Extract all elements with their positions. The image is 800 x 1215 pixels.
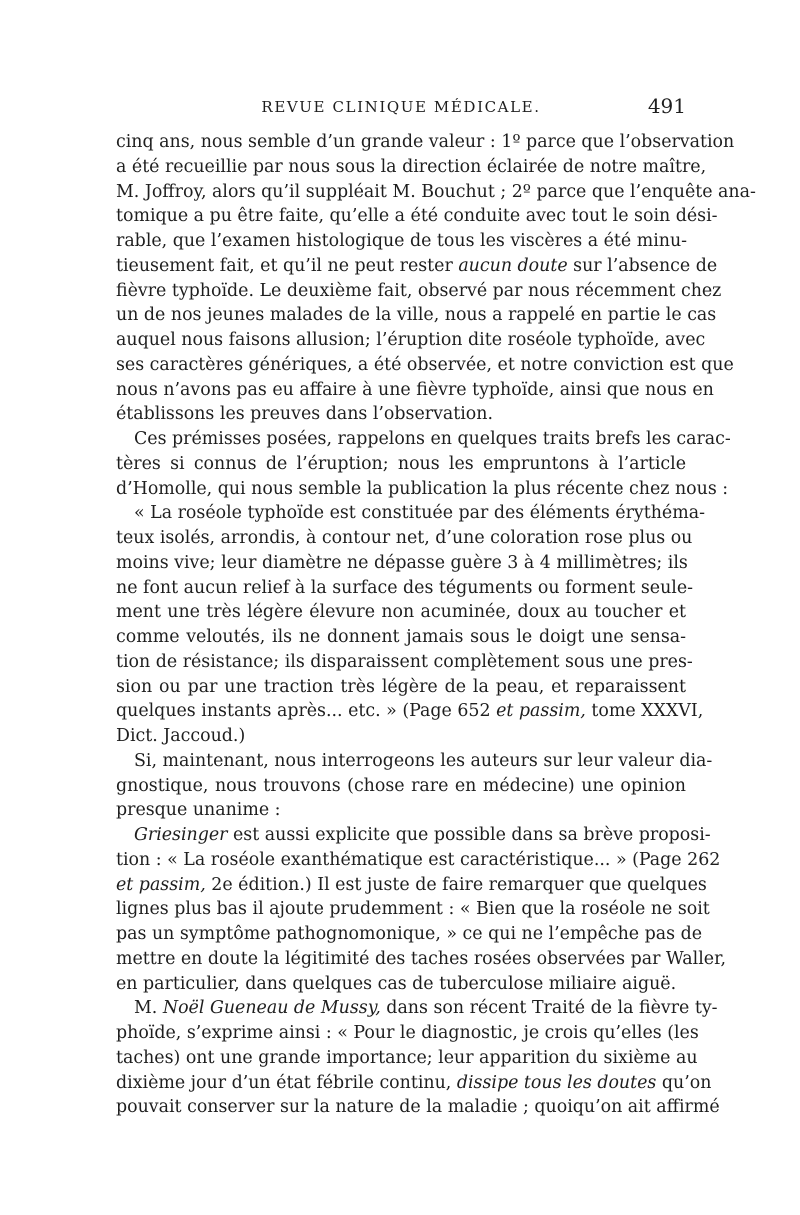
text-line xyxy=(116,576,693,601)
text-span: rable, que l’examen histologique de tous les viscères a été minu- xyxy=(116,231,688,251)
text-line xyxy=(116,328,706,353)
text-line xyxy=(116,1071,712,1096)
text-line xyxy=(116,947,727,972)
text-line xyxy=(116,848,721,873)
text-span: Ces prémisses posées, rappelons en quelques traits brefs les carac- xyxy=(134,429,731,449)
page-number: 491 xyxy=(647,94,686,118)
page-header xyxy=(116,94,686,124)
text-line xyxy=(116,229,686,254)
text-span: cinq ans, nous semble d’un grande valeur : 1º parce que l’observation xyxy=(116,132,735,152)
italic-text: Noël Gueneau de Mussy, xyxy=(162,998,381,1019)
text-span: a été recueillie par nous sous la direction éclairée de notre maître, xyxy=(116,156,707,177)
text-line xyxy=(116,254,718,279)
italic-text: dissipe tous les doutes xyxy=(456,1072,657,1093)
text-span: tion : « La roséole exanthématique est caractéristique... » (Page 262 xyxy=(116,849,721,870)
text-line xyxy=(116,873,707,898)
text-line xyxy=(116,823,711,848)
text-line xyxy=(116,774,686,799)
text-line xyxy=(116,402,686,427)
text-line xyxy=(116,155,707,180)
text-span: ne font aucun relief à la surface des téguments ou forment seule- xyxy=(116,577,693,598)
text-span: qu’on xyxy=(656,1072,712,1093)
text-span: tion de résistance; ils disparaissent complètement sous une pres- xyxy=(116,651,693,672)
text-line xyxy=(116,353,734,378)
text-span: fièvre typhoïde. Le deuxième fait, observé par nous récemment chez xyxy=(116,280,722,301)
text-span: un de nos jeunes malades de la ville, nous a rappelé en partie le cas xyxy=(116,305,717,326)
italic-text: Griesinger xyxy=(134,825,228,845)
text-span: mettre en doute la légitimité des taches rosées observées par Waller, xyxy=(116,948,727,969)
text-span: M. xyxy=(134,998,163,1019)
text-span: tome XXXVI, xyxy=(585,701,704,722)
text-line xyxy=(116,501,705,526)
text-line xyxy=(116,1046,698,1071)
text-line xyxy=(116,650,693,675)
running-title: REVUE CLINIQUE MÉDICALE. xyxy=(261,98,541,116)
text-span: ses caractères génériques, a été observée, et notre conviction est que xyxy=(116,354,734,375)
text-line xyxy=(116,972,686,997)
text-line xyxy=(116,427,731,452)
text-line xyxy=(116,1021,699,1046)
text-line xyxy=(116,996,718,1021)
text-line xyxy=(116,452,686,477)
text-line xyxy=(116,675,686,700)
italic-text: aucun doute xyxy=(458,255,568,276)
text-span: dixième jour d’un état fébrile continu, xyxy=(116,1072,457,1093)
text-span: gnostique, nous trouvons (chose rare en médecine) une opinion xyxy=(116,775,686,796)
text-line xyxy=(116,724,686,749)
text-line xyxy=(116,303,717,328)
body-text xyxy=(116,130,756,1120)
text-line xyxy=(116,551,686,576)
text-line xyxy=(116,897,710,922)
text-span: est aussi explicite que possible dans sa brève proposi- xyxy=(227,825,711,845)
text-span: auquel nous faisons allusion; l’éruption dite roséole typhoïde, avec xyxy=(116,330,706,350)
text-span: pouvait conserver sur la nature de la maladie ; quoiqu’on ait affirmé xyxy=(116,1097,720,1118)
text-line xyxy=(116,1095,720,1120)
text-span: sion ou par une traction très légère de la peau, et reparaissent xyxy=(116,676,686,697)
italic-text: et passim, xyxy=(116,874,206,895)
text-span: dans son récent Traité de la fièvre ty- xyxy=(380,998,718,1019)
text-span: phoïde, s’exprime ainsi : « Pour le diagnostic, je crois qu’elles (les xyxy=(116,1023,699,1043)
text-line xyxy=(116,699,704,724)
text-span: en particulier, dans quelques cas de tuberculose miliaire aiguë. xyxy=(116,973,677,994)
text-span: 2e édition.) Il est juste de faire remarquer que quelques xyxy=(205,874,707,895)
text-span: « La roséole typhoïde est constituée par des éléments érythéma- xyxy=(134,503,705,524)
italic-text: et passim, xyxy=(496,701,586,722)
text-line xyxy=(116,600,686,625)
text-line xyxy=(116,130,735,155)
text-span: taches) ont une grande importance; leur apparition du sixième au xyxy=(116,1047,698,1068)
text-span: Dict. Jaccoud.) xyxy=(116,726,246,746)
text-span: Si, maintenant, nous interrogeons les auteurs sur leur valeur dia- xyxy=(134,750,713,771)
text-span: tieusement fait, et qu’il ne peut rester xyxy=(116,255,459,276)
text-line xyxy=(116,378,714,403)
text-span: nous n’avons pas eu affaire à une fièvre typhoïde, ainsi que nous en xyxy=(116,379,714,400)
text-line xyxy=(116,749,713,774)
text-span: pas un symptôme pathognomonique, » ce qui ne l’empêche pas de xyxy=(116,924,702,944)
text-span: ment une très légère élevure non acuminée, doux au toucher et xyxy=(116,602,686,623)
text-line xyxy=(116,279,722,304)
text-span: établissons les preuves dans l’observation. xyxy=(116,404,494,425)
text-span: comme veloutés, ils ne donnent jamais sous le doigt une sensa- xyxy=(116,627,686,647)
text-span: moins vive; leur diamètre ne dépasse guère 3 à 4 millimètres; ils xyxy=(116,552,688,573)
text-span: tomique a pu être faite, qu’elle a été conduite avec tout le soin dési- xyxy=(116,206,718,227)
text-line xyxy=(116,180,756,205)
text-line xyxy=(116,477,729,502)
text-line xyxy=(116,204,718,229)
text-span: teux isolés, arrondis, à contour net, d’une coloration rose plus ou xyxy=(116,528,693,548)
text-line xyxy=(116,798,686,823)
text-span: d’Homolle, qui nous semble la publication la plus récente chez nous : xyxy=(116,478,729,499)
text-line xyxy=(116,922,702,947)
text-span: lignes plus bas il ajoute prudemment : « Bien que la roséole ne soit xyxy=(116,899,710,920)
text-span: M. Joffroy, alors qu’il suppléait M. Bouchut ; 2º parce que l’enquête ana- xyxy=(116,181,756,202)
text-span: quelques instants après... etc. » (Page 652 xyxy=(116,701,497,722)
text-span: tères si connus de l’éruption; nous les empruntons à l’article xyxy=(116,453,686,474)
text-line xyxy=(116,526,693,551)
text-span: presque unanime : xyxy=(116,800,281,821)
text-span: sur l’absence de xyxy=(567,255,718,276)
text-line xyxy=(116,625,686,650)
